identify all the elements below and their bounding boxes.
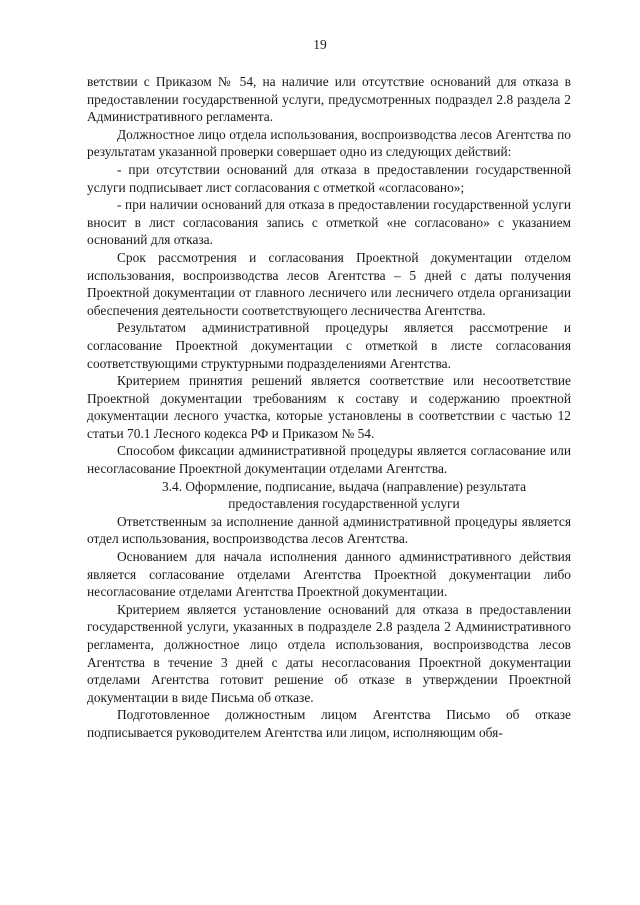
document-body bbox=[87, 73, 571, 742]
paragraph: Должностное лицо отдела использования, воспроизводства лесов Агентства по результатам указанной проверки совершает одно из следующих действий: bbox=[87, 126, 571, 160]
paragraph: Критерием принятия решений является соответствие или несоответствие Проектной документации требованиям к составу и содержанию проектной документации лесного участка, которые установлены в соответствии с частью 12 статьи 70.1 Лесного кодекса РФ и Приказом № 54. bbox=[87, 373, 571, 441]
paragraph: Основанием для начала исполнения данного административного действия является согласование отделами Агентства Проектной документации либо несогласование отделами Агентства Проектной документации. bbox=[87, 549, 571, 600]
section-heading-line: 3.4. Оформление, подписание, выдача (направление) результата bbox=[161, 478, 527, 494]
paragraph: - при отсутствии оснований для отказа в предоставлении государственной услуги подписывает лист согласования с отметкой «согласовано»; bbox=[87, 161, 571, 195]
paragraph: Критерием является установление оснований для отказа в предоставлении государственной услуги, указанных в подразделе 2.8 раздела 2 Административного регламента, должностное лицо отдела использования, воспроизводства лесов Агентства в течение 3 дней с даты несогласования Проектной документации отделами Агентства готовит решение об отказе в утверждении Проектной документации в виде Письма об отказе. bbox=[87, 601, 571, 705]
page-number: 19 bbox=[313, 37, 327, 52]
paragraph: ветствии с Приказом № 54, на наличие или отсутствие оснований для отказа в предоставлении государственной услуги, предусмотренных подраздел 2.8 раздела 2 Административного регламента. bbox=[87, 74, 571, 125]
section-heading-line: предоставления государственной услуги bbox=[228, 496, 460, 512]
paragraph: Способом фиксации административной процедуры является согласование или несогласование Проектной документации отделами Агентства. bbox=[87, 443, 571, 477]
section-heading bbox=[87, 478, 571, 513]
paragraph: Срок рассмотрения и согласования Проектной документации отделом использования, воспроизводства лесов Агентства – 5 дней с даты получения Проектной документации от главного лесничего или лесничего отдела организации обеспечения деятельности соответствующего лесничества Агентства. bbox=[87, 249, 571, 318]
paragraph: Подготовленное должностным лицом Агентства Письмо об отказе подписывается руководителем Агентства или лицом, исполняющим обя- bbox=[87, 707, 571, 740]
paragraph: - при наличии оснований для отказа в предоставлении государственной услуги вносит в лист согласования запись с отметкой «не согласовано» с указанием оснований для отказа. bbox=[87, 197, 571, 248]
paragraph: Результатом административной процедуры является рассмотрение и согласование Проектной документации с отметкой в листе согласования соответствующими структурными подразделениями Агентства. bbox=[87, 320, 571, 371]
paragraph: Ответственным за исполнение данной административной процедуры является отдел использования, воспроизводства лесов Агентства. bbox=[87, 513, 571, 547]
